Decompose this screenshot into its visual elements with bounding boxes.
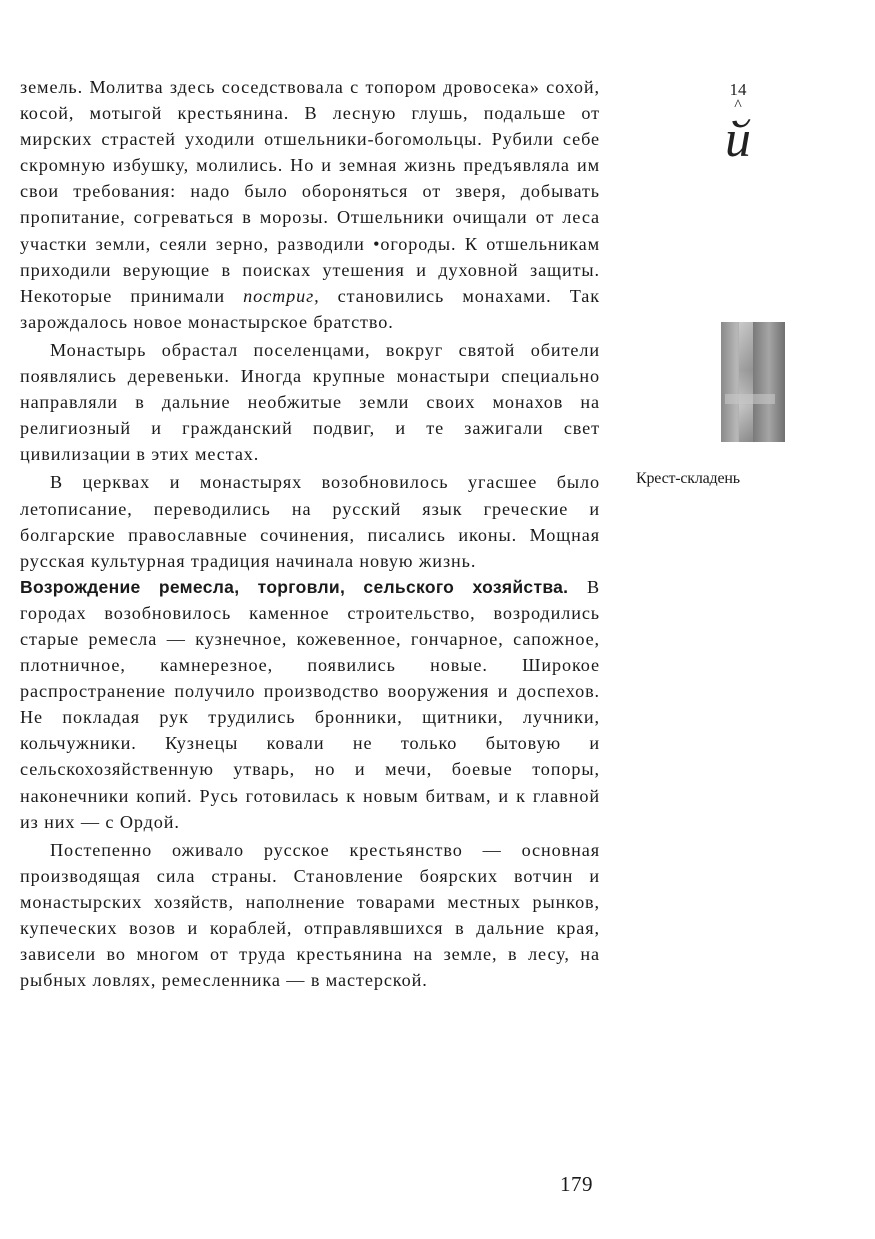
margin-note xyxy=(716,80,760,168)
term-postrig: постриг, xyxy=(243,285,320,306)
main-text-column xyxy=(20,74,600,993)
margin-number: 14 xyxy=(729,80,747,99)
paragraph-2: Монастырь обрастал поселенцами, вокруг святой обители появлялись деревеньки. Иногда крупные монастыри специально направляли в дальние необжитые земли своих монахов на религиозный и гражданский подвиг, и те зажигали свет цивилизации в этих местах. xyxy=(20,339,600,465)
paragraph-1-text-b: становились монахами. Так зарождалось новое монастырское братство. xyxy=(20,285,600,332)
margin-caret: ^ xyxy=(734,97,742,114)
paragraph-4-text: В городах возобновилось каменное строительство, возродились старые ремесла — кузнечное, кожевенное, гончарное, сапожное, плотничное, камнерезное, появились новые. Широкое распространение получило производство вооружения и доспехов. Не покладая рук трудились бронники, щитники, лучники, кольчужники. Кузнецы ковали не только бытовую и сельскохозяйственную утварь, но и мечи, боевые топоры, наконечники копий. Русь готовилась к новым битвам, и к главной из них — с Ордой. xyxy=(20,576,600,832)
paragraph-4 xyxy=(20,574,600,835)
paragraph-1 xyxy=(20,74,600,335)
paragraph-1-text-a: земель. Молитва здесь соседствовала с топором дровосека» сохой, косой, мотыгой крестьянина. В лесную глушь, подальше от мирских страстей уходили отшельники-богомольцы. Рубили себе скромную избушку, молились. Но и земная жизнь предъявляла им свои требования: надо было обороняться от зверя, добывать пропитание, согреваться в морозы. Отшельники очищали от леса участки земли, сеяли зерно, разводили •огороды. К отшельникам приходили верующие в поисках утешения и духовной защиты. Некоторые принимали xyxy=(20,77,600,306)
paragraph-3: В церквах и монастырях возобновилось угасшее было летописание, переводились на русский язык греческие и болгарские православные сочинения, писались иконы. Мощная русская культурная традиция начинала новую жизнь. xyxy=(20,472,600,571)
margin-letter: й xyxy=(725,111,751,168)
cross-folding-image xyxy=(721,322,785,442)
paragraph-5: Постепенно оживало русское крестьянство — основная производящая сила страны. Становление боярских вотчин и монастырских хозяйств, наполнение товарами местных рынков, купеческих возов и кораблей, отправлявшихся в дальние края, зависели во многом от труда крестьянина на земле, в лесу, на рыбных ловлях, ремесленника — в мастерской. xyxy=(20,839,600,991)
figure-caption: Крест-складень xyxy=(636,470,740,487)
page-number: 179 xyxy=(560,1172,593,1196)
section-heading: Возрождение ремесла, торговли, сельского хозяйства. xyxy=(20,576,569,597)
